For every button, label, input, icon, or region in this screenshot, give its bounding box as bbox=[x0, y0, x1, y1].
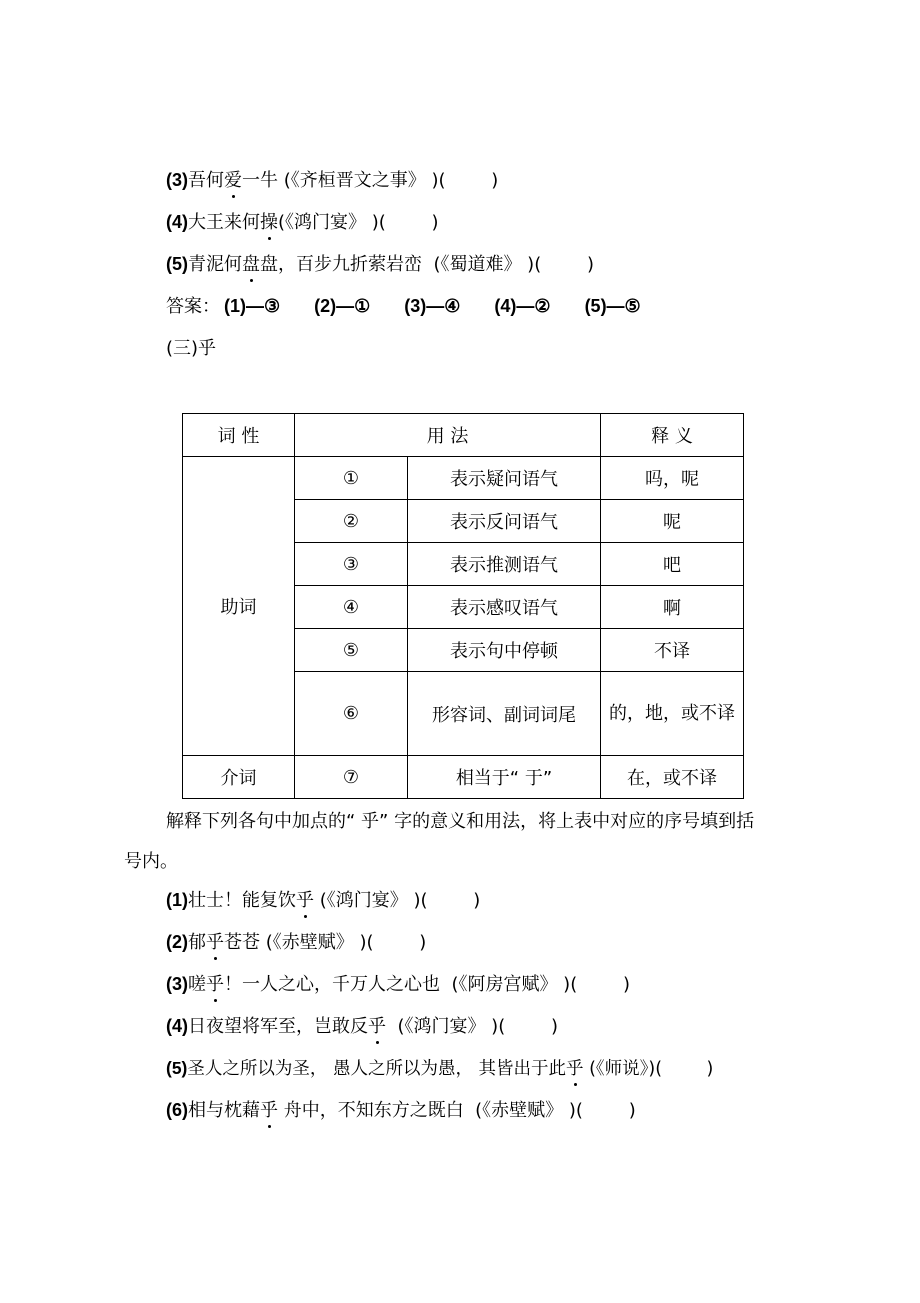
answer-label: 答案： bbox=[166, 296, 220, 317]
answer-item: (4)—② bbox=[494, 296, 551, 316]
meaning-cell: 的，地，或不译 bbox=[601, 672, 744, 756]
num-cell: ③ bbox=[295, 543, 408, 586]
pos-cell: 介词 bbox=[183, 756, 295, 799]
question-2 bbox=[166, 930, 426, 955]
pos-cell: 助词 bbox=[183, 457, 295, 756]
question-6b bbox=[166, 1098, 636, 1123]
question-3b bbox=[166, 972, 630, 997]
question-number: (1) bbox=[166, 890, 188, 910]
usage-table bbox=[182, 413, 744, 799]
meaning-cell: 在，或不译 bbox=[601, 756, 744, 799]
question-source: 盘，百步九折萦岩峦 (《蜀道难》 )( ) bbox=[260, 254, 595, 275]
usage-cell: 表示反问语气 bbox=[408, 500, 601, 543]
dotted-char: 乎 bbox=[368, 1016, 386, 1037]
question-3 bbox=[166, 168, 498, 193]
question-text: 青泥何 bbox=[188, 254, 242, 275]
meaning-cell: 吧 bbox=[601, 543, 744, 586]
question-source: (《鸿门宴》 )( ) bbox=[386, 1016, 559, 1037]
question-source: 苍苍 (《赤壁赋》 )( ) bbox=[224, 932, 427, 953]
num-cell: ④ bbox=[295, 586, 408, 629]
question-source: (《鸿门宴》 )( ) bbox=[278, 212, 439, 233]
question-5b bbox=[166, 1056, 713, 1081]
question-text: 圣人之所以为圣， 愚人之所以为愚， 其皆出于此 bbox=[187, 1059, 567, 1079]
usage-cell: 表示感叹语气 bbox=[408, 586, 601, 629]
dotted-char: 爱 bbox=[224, 170, 242, 191]
dotted-char: 乎 bbox=[260, 1100, 278, 1121]
question-number: (4) bbox=[166, 212, 188, 232]
question-source: ！一人之心，千万人之心也 (《阿房宫赋》 )( ) bbox=[224, 974, 631, 995]
instruction-paragraph: 解释下列各句中加点的“ 乎” 字的意义和用法，将上表中对应的序号填到括号内。 bbox=[124, 811, 755, 872]
num-cell: ⑥ bbox=[295, 672, 408, 756]
usage-cell: 表示句中停顿 bbox=[408, 629, 601, 672]
question-number: (6) bbox=[166, 1100, 188, 1120]
meaning-cell: 呢 bbox=[601, 500, 744, 543]
question-text: 相与枕藉 bbox=[188, 1100, 260, 1121]
meaning-cell: 不译 bbox=[601, 629, 744, 672]
answer-item: (1)—③ bbox=[224, 296, 281, 316]
question-text: 壮士！能复饮 bbox=[188, 890, 296, 911]
dotted-char: 操 bbox=[260, 212, 278, 233]
header-pos: 词 性 bbox=[183, 414, 295, 457]
question-source: 舟中，不知东方之既白 (《赤壁赋》 )( ) bbox=[278, 1100, 636, 1121]
question-number: (5) bbox=[166, 254, 188, 274]
dotted-char: 盘 bbox=[242, 254, 260, 275]
question-4 bbox=[166, 210, 439, 235]
dotted-char: 乎 bbox=[206, 974, 224, 995]
question-number: (3) bbox=[166, 170, 188, 190]
question-1 bbox=[166, 888, 480, 913]
question-source: 一牛 (《齐桓晋文之事》 )( ) bbox=[242, 170, 499, 191]
meaning-cell: 啊 bbox=[601, 586, 744, 629]
usage-cell: 表示疑问语气 bbox=[408, 457, 601, 500]
question-text: 吾何 bbox=[188, 170, 224, 191]
usage-cell: 相当于“ 于” bbox=[408, 756, 601, 799]
num-cell: ⑤ bbox=[295, 629, 408, 672]
answer-item: (5)—⑤ bbox=[584, 296, 641, 316]
answer-item: (2)—① bbox=[314, 296, 371, 316]
dotted-char: 乎 bbox=[566, 1059, 584, 1079]
dotted-char: 乎 bbox=[206, 932, 224, 953]
question-number: (5) bbox=[166, 1058, 188, 1078]
question-number: (4) bbox=[166, 1016, 188, 1036]
header-meaning: 释 义 bbox=[601, 414, 744, 457]
answer-item: (3)—④ bbox=[404, 296, 461, 316]
question-number: (2) bbox=[166, 932, 188, 952]
question-text: 嗟 bbox=[188, 974, 206, 995]
answer-line bbox=[166, 294, 641, 319]
question-source: (《师说》)( ) bbox=[583, 1059, 714, 1079]
question-text: 日夜望将军至，岂敢反 bbox=[188, 1016, 368, 1037]
header-usage: 用 法 bbox=[295, 414, 601, 457]
usage-cell: 表示推测语气 bbox=[408, 543, 601, 586]
question-5 bbox=[166, 252, 594, 277]
question-number: (3) bbox=[166, 974, 188, 994]
num-cell: ⑦ bbox=[295, 756, 408, 799]
question-text: 郁 bbox=[188, 932, 206, 953]
section-heading: (三)乎 bbox=[166, 338, 217, 359]
question-source: (《鸿门宴》 )( ) bbox=[314, 890, 481, 911]
dotted-char: 乎 bbox=[296, 890, 314, 911]
num-cell: ① bbox=[295, 457, 408, 500]
usage-cell: 形容词、副词词尾 bbox=[408, 672, 601, 756]
meaning-cell: 吗，呢 bbox=[601, 457, 744, 500]
question-text: 大王来何 bbox=[188, 212, 260, 233]
num-cell: ② bbox=[295, 500, 408, 543]
question-4b bbox=[166, 1014, 558, 1039]
